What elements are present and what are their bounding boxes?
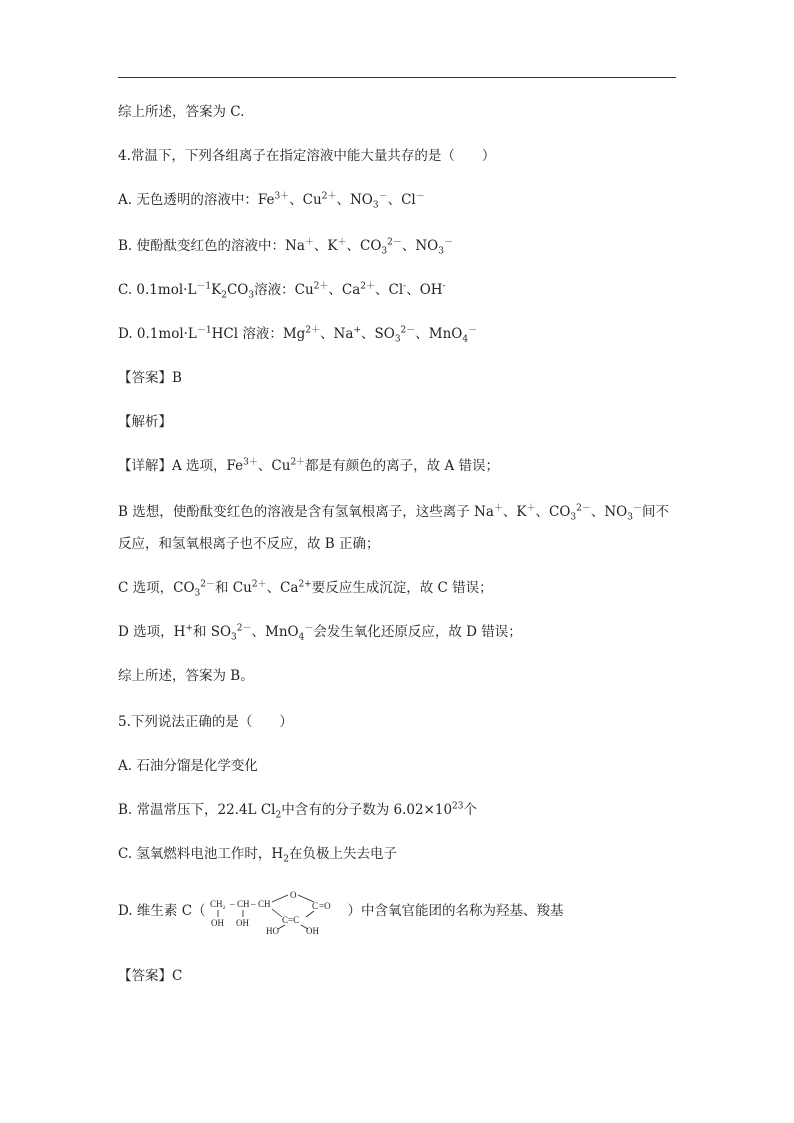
formula-ho3: HO	[265, 925, 279, 935]
q4-explain-c: C 选项，$CO_3^{2-}$和 $Cu^{2+}$、$Ca^{2+}$要反应生成沉淀，故 C 错误；	[118, 579, 493, 599]
q4-explain-a: 【详解】A 选项，$Fe^{3+}$、$Cu^{2+}$都是有颜色的离子，故 A 错误；	[118, 457, 500, 474]
q4-analysis-heading: 【解析】	[118, 414, 172, 430]
formula-ch-b: CH	[257, 898, 271, 909]
formula-oh4: OH	[305, 925, 319, 935]
formula-ring-o: O	[289, 889, 297, 900]
q5-stem: 5.下列说法正确的是（ ）	[118, 714, 293, 730]
formula-ch-a: CH	[236, 898, 250, 909]
q4-answer: 【答案】B	[118, 370, 182, 386]
bond-ring-3	[272, 909, 282, 917]
q4-option-d: D. $0.1mol\cdot L^{-1}HCl$ 溶液：$Mg^{2+}$、Na+、$SO_3^{2-}$、MnO$_4$－	[118, 325, 478, 345]
q5-option-a: A. 石油分馏是化学变化	[118, 758, 258, 774]
q5-option-b: B. 常温常压下，22.4L $Cl_2$中含有的分子数为 $6.02\times 10^{23}$个	[118, 801, 477, 821]
q5-option-c: C. 氢氧燃料电池工作时，$H_2$在负极上失去电子	[118, 846, 397, 865]
formula-oh1: OH	[210, 917, 224, 928]
q4-stem: 4.常温下，下列各组离子在指定溶液中能大量共存的是（ ）	[118, 148, 496, 164]
formula-ch2: CH₂	[209, 898, 226, 909]
vitamin-c-structure	[208, 889, 346, 935]
bond-ring-1	[272, 895, 288, 902]
q5-answer: 【答案】C	[118, 968, 183, 984]
q4-explain-b-cont: 反应，和氢氧根离子也不反应，故 B 正确；	[118, 536, 380, 552]
q4-conclusion: 综上所述，答案为 B。	[118, 668, 254, 684]
bond-ho3	[278, 925, 285, 929]
q4-explain-b: B 选想，使酚酞变红色的溶液是含有氢氧根离子，这些离子 Na＋、K＋、$CO_3^{2-}$、$NO_3^-$间不	[118, 503, 670, 523]
formula-oh2: OH	[235, 917, 249, 928]
formula-carbonyl-c: C	[311, 900, 318, 911]
q3-conclusion: 综上所述，答案为 C.	[118, 104, 245, 120]
q4-option-b: B. 使酚酞变红色的溶液中：Na＋、K＋、$CO_3^{2-}$、$NO_3^-$	[118, 237, 454, 257]
header-rule	[118, 77, 676, 78]
formula-dash1: –	[229, 898, 235, 909]
q4-option-c: C. $0.1mol\cdot L^{-1}K_2CO_3$溶液：$Cu^{2+}$、$Ca^{2+}$、Cl-、OH-	[118, 281, 446, 301]
q4-explain-d: D 选项，H+和 $SO_3^{2-}$、MnO$_4$－会发生氧化还原反应，故 D 错误；	[118, 623, 522, 643]
formula-dash2: –	[250, 898, 256, 909]
q5-option-d: D. 维生素 C（ CH₂ – CH – CH OH OH O C =O C=C HO OH ）中含氧官能团的名称为羟基、羧基	[118, 889, 564, 935]
bond-ring-4	[306, 911, 314, 917]
q4-option-a: A. 无色透明的溶液中：$Fe^{3+}$、$Cu^{2+}$、$NO_3^-$、Cl－	[118, 191, 425, 211]
formula-cc-double: C=C	[281, 914, 299, 925]
formula-carbonyl-o: =O	[318, 900, 331, 911]
